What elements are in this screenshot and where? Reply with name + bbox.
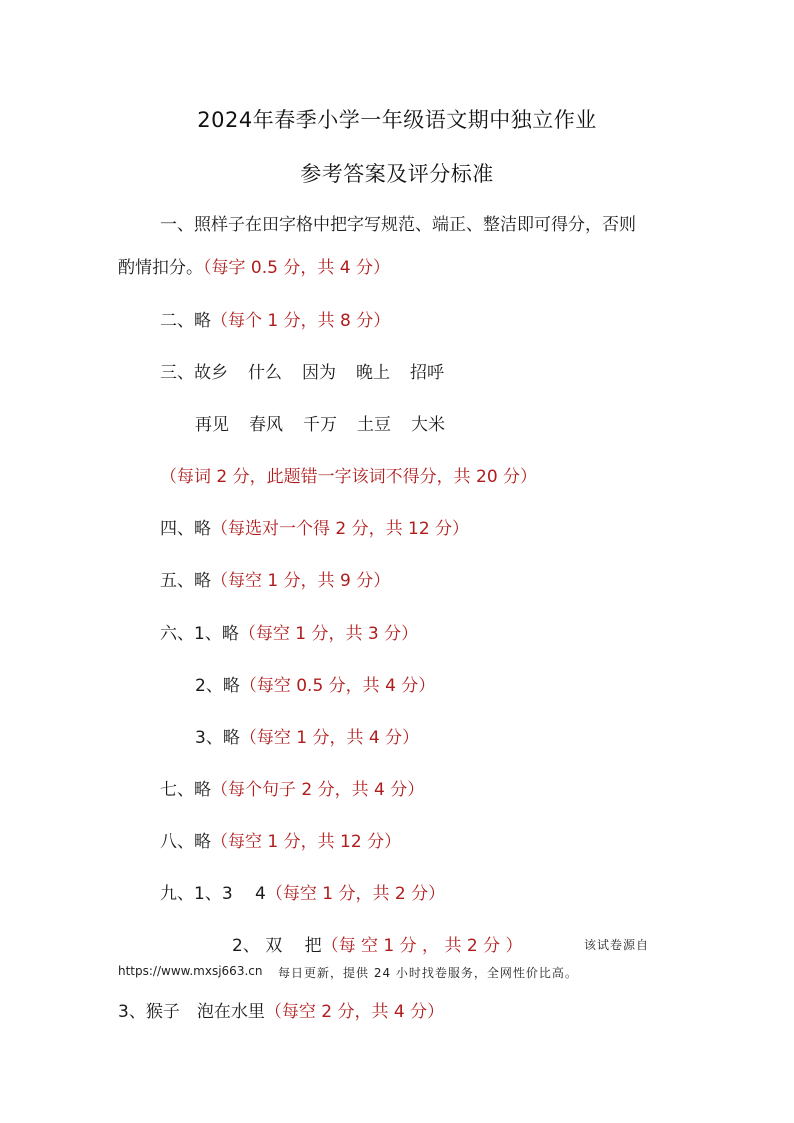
q9-2-text: 2、 双 把 [232, 936, 322, 956]
q3-word: 因为 [302, 363, 336, 383]
q4-text: 四、略 [160, 519, 211, 539]
q6-2-text: 2、略 [195, 676, 240, 696]
q3-word: 故乡 [194, 363, 228, 383]
q2-score: （每个 1 分，共 8 分） [211, 311, 391, 331]
q7-score: （每个句子 2 分，共 4 分） [211, 780, 425, 800]
q3-line-1 [160, 358, 464, 383]
q2-text: 二、略 [160, 311, 211, 331]
q8-text: 八、略 [160, 832, 211, 852]
q1-line-2 [118, 253, 390, 278]
q8-score: （每空 1 分，共 12 分） [211, 832, 402, 852]
q1-text-cont: 酌情扣分。 [118, 258, 203, 278]
q9-2-score: （每 空 1 分 ， 共 2 分 ） [321, 936, 523, 956]
q3-line-2 [195, 410, 465, 435]
q5-text: 五、略 [160, 571, 211, 591]
q6-1-text: 六、1、略 [160, 624, 239, 644]
q3-word: 土豆 [357, 415, 391, 435]
watermark-note-1: 该试卷源自 [584, 938, 650, 952]
watermark-url: https://www.mxsj663.cn [118, 964, 263, 978]
q9-1-text: 九、1、3 4 [160, 884, 266, 904]
q3-score: （每词 2 分，此题错一字该词不得分，共 20 分） [160, 467, 538, 487]
document-subtitle: 参考答案及评分标准 [300, 162, 494, 186]
q7-line [160, 775, 424, 800]
q5-score: （每空 1 分，共 9 分） [211, 571, 391, 591]
q6-3-text: 3、略 [195, 728, 240, 748]
q3-word: 再见 [195, 415, 229, 435]
q9-3-score: （每空 2 分，共 4 分） [264, 1002, 445, 1022]
q4-line [160, 514, 469, 539]
q9-1-score: （每空 1 分，共 2 分） [265, 884, 446, 904]
q2-line [160, 306, 390, 331]
q1-line-1 [160, 210, 636, 235]
q1-score: （每字 0.5 分，共 4 分） [203, 258, 390, 278]
document-title: 2024年春季小学一年级语文期中独立作业 [197, 108, 597, 132]
q6-1-score: （每空 1 分，共 3 分） [238, 624, 419, 644]
q3-word: 大米 [411, 415, 445, 435]
q3-word: 招呼 [410, 363, 444, 383]
q6-2-score: （每空 0.5 分，共 4 分） [239, 676, 436, 696]
q3-label: 三、 [160, 363, 194, 383]
q9-item-2 [232, 931, 523, 956]
q3-word: 晚上 [356, 363, 390, 383]
q1-text: 一、照样子在田字格中把字写规范、端正、整洁即可得分，否则 [160, 215, 636, 235]
q3-word: 千万 [303, 415, 337, 435]
q6-item-1 [160, 619, 418, 644]
watermark-note-2: 每日更新，提供 24 小时找卷服务，全网性价比高。 [278, 966, 578, 980]
q3-word: 春风 [249, 415, 283, 435]
q7-text: 七、略 [160, 780, 211, 800]
q6-3-score: （每空 1 分，共 4 分） [239, 728, 420, 748]
q9-3-text: 3、猴子 泡在水里 [118, 1002, 265, 1022]
q6-item-2 [195, 671, 435, 696]
q8-line [160, 827, 401, 852]
q9-item-1 [160, 879, 445, 904]
q9-item-3 [118, 997, 444, 1022]
q4-score: （每选对一个得 2 分，共 12 分） [211, 519, 470, 539]
q6-item-3 [195, 723, 419, 748]
q5-line [160, 566, 390, 591]
q3-word: 什么 [248, 363, 282, 383]
